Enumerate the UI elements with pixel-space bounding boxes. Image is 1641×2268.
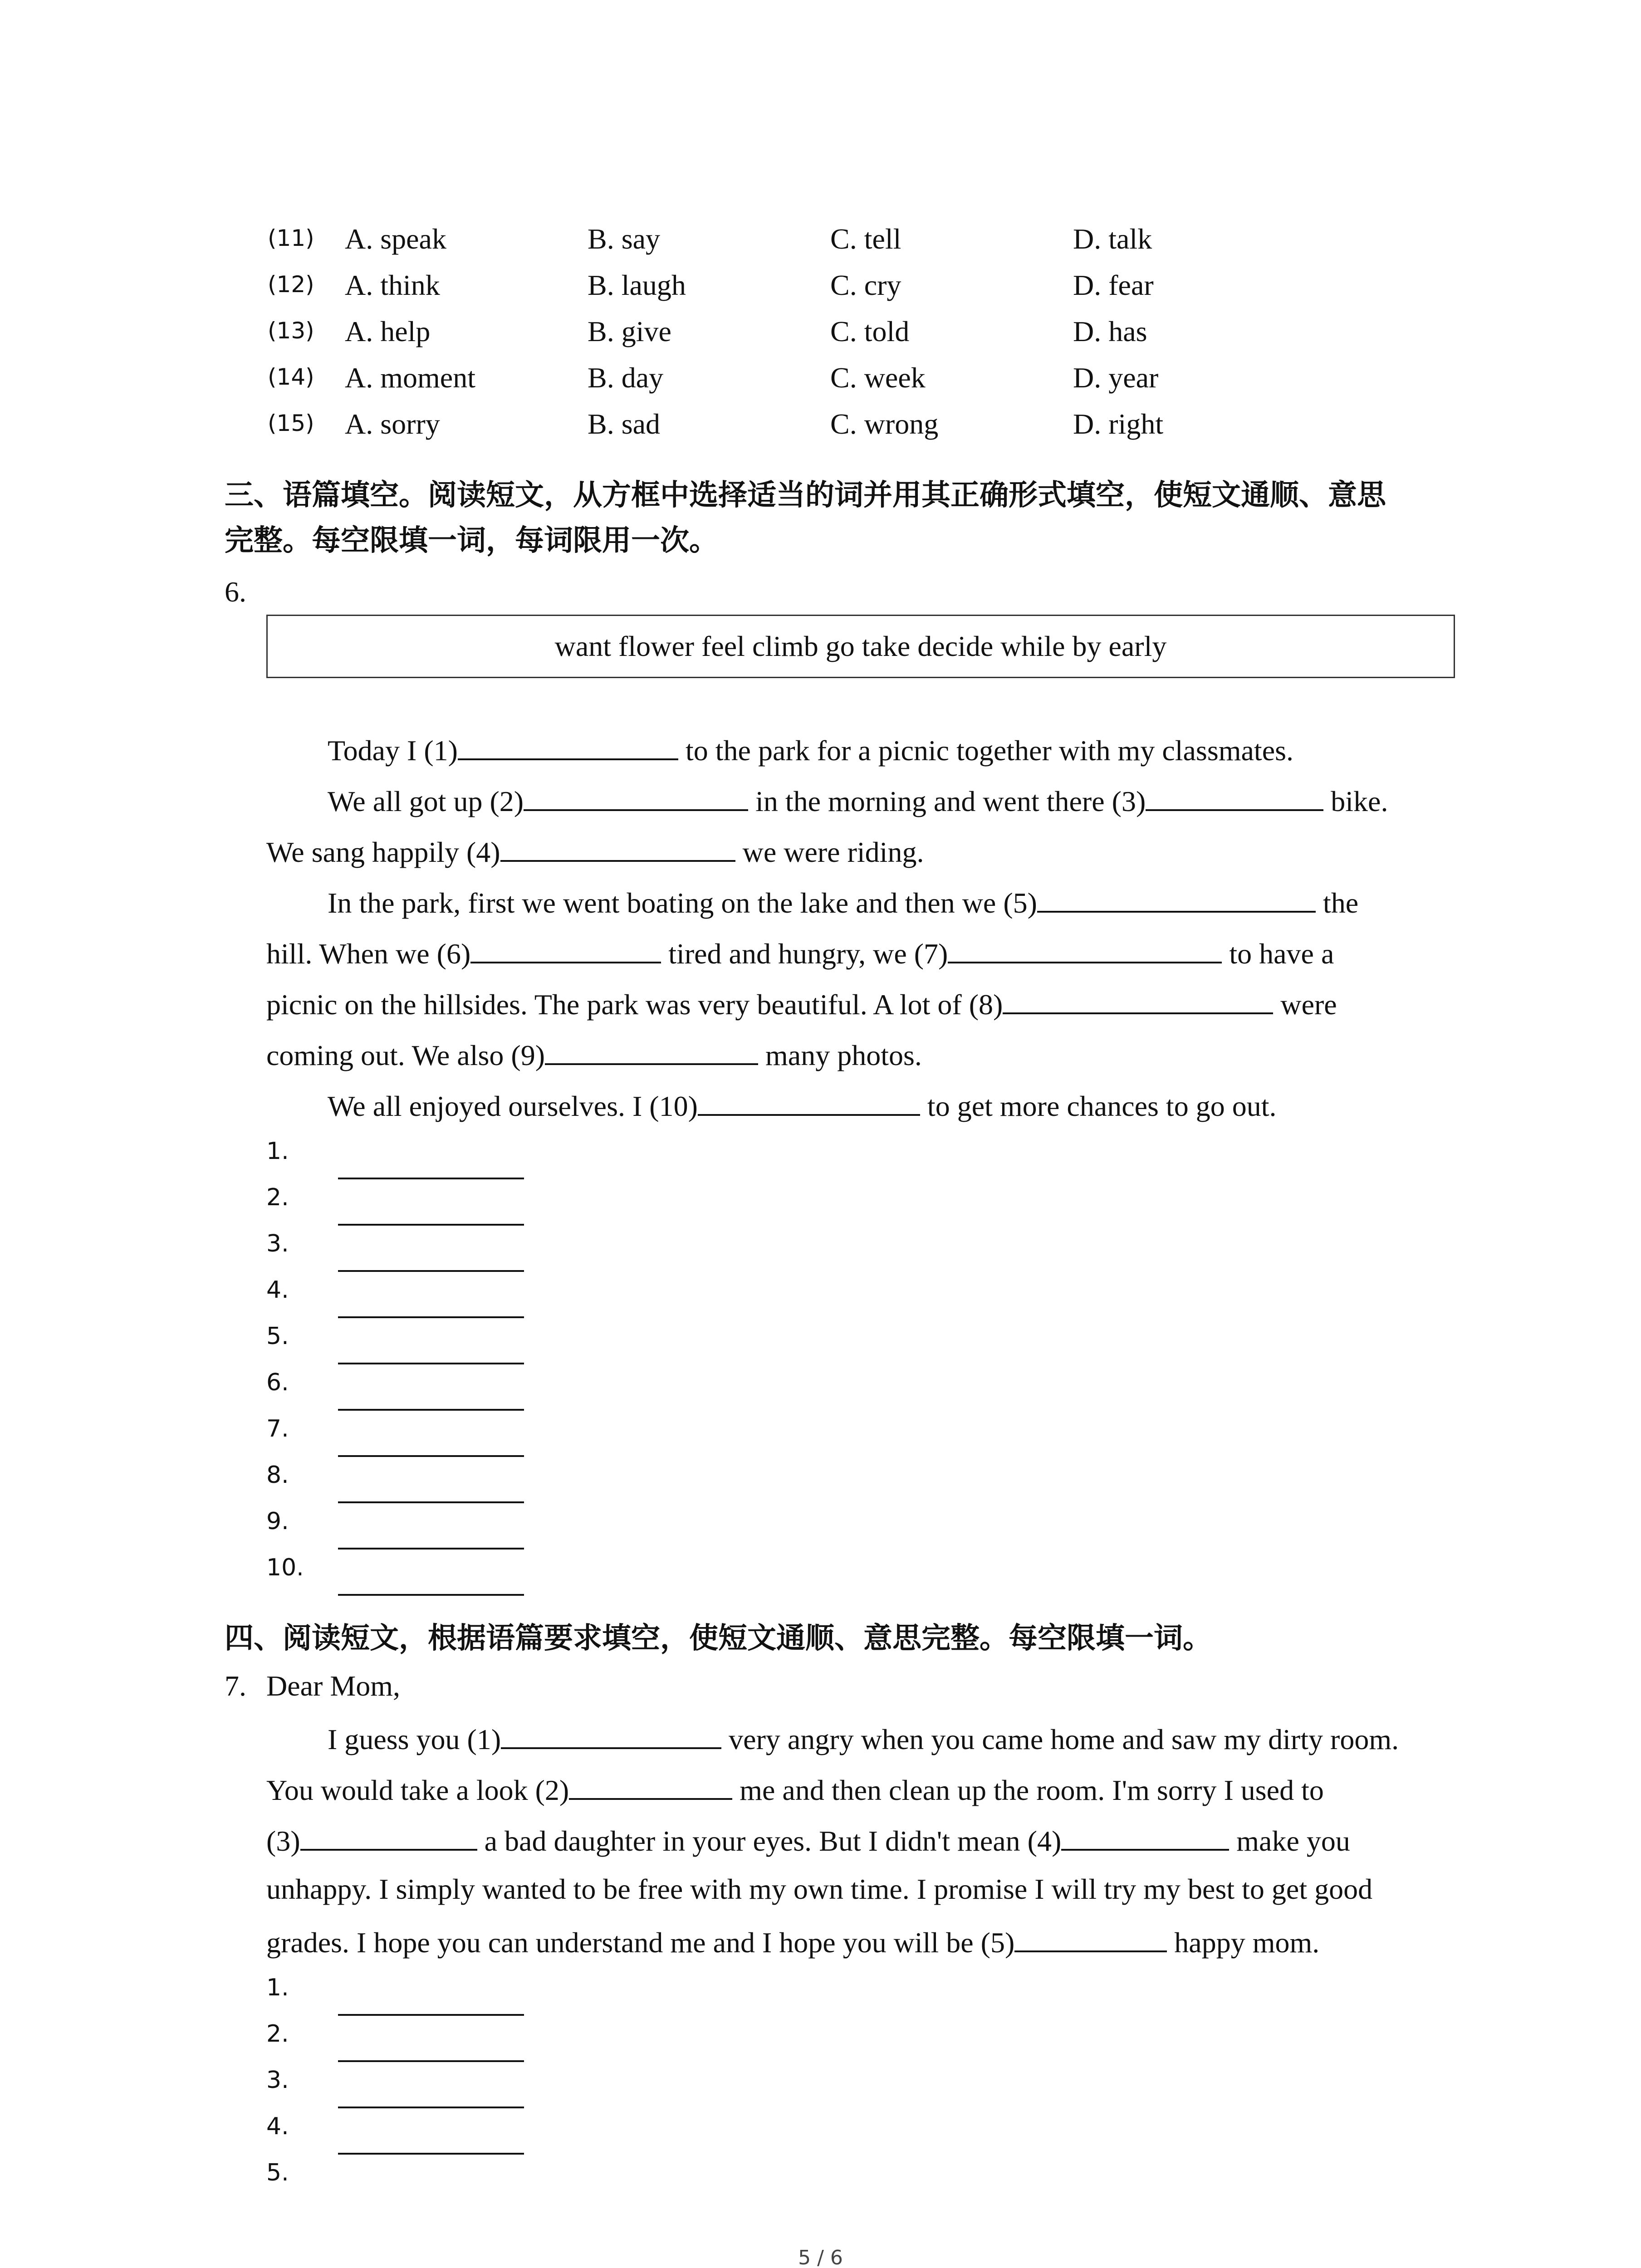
blank-4[interactable] — [500, 833, 735, 862]
paragraph-line: Today I (1) to the park for a picnic together with my classmates. — [328, 731, 1293, 767]
option-a: A. sorry — [345, 408, 440, 440]
option-number: (15) — [268, 410, 314, 436]
option-c: C. wrong — [830, 408, 939, 440]
answer-number: 4. — [266, 1276, 289, 1304]
option-a: A. moment — [345, 362, 475, 394]
answer-line[interactable] — [338, 1316, 524, 1318]
answer-line[interactable] — [338, 1363, 524, 1364]
section3-heading-line2: 完整。每空限填一词，每词限用一次。 — [225, 524, 718, 557]
blank-1[interactable] — [458, 731, 678, 760]
option-number: (11) — [268, 225, 314, 251]
page-number: 5 / 6 — [798, 2246, 843, 2268]
option-a: A. speak — [345, 223, 446, 255]
blank-3[interactable] — [300, 1822, 477, 1851]
answer-line[interactable] — [338, 1594, 524, 1596]
letter-line: You would take a look (2) me and then clean up the room. I'm sorry I used to — [266, 1771, 1324, 1807]
answer-line[interactable] — [338, 2153, 524, 2155]
answer-number: 10. — [266, 1554, 304, 1581]
answer-number: 2. — [266, 1184, 289, 1211]
blank-5[interactable] — [1014, 1923, 1167, 1952]
answer-number: 3. — [266, 1230, 289, 1257]
option-number: (14) — [268, 364, 314, 390]
answer-line[interactable] — [338, 1270, 524, 1272]
question-number: 6. — [225, 576, 246, 608]
option-b: B. say — [588, 223, 660, 255]
option-a: A. help — [345, 315, 431, 347]
blank-6[interactable] — [470, 934, 661, 963]
answer-number: 6. — [266, 1369, 289, 1396]
blank-4[interactable] — [1061, 1822, 1229, 1851]
letter-line: (3) a bad daughter in your eyes. But I didn't mean (4) make you — [266, 1822, 1350, 1858]
section3-heading-line1: 三、语篇填空。阅读短文，从方框中选择适当的词并用其正确形式填空，使短文通顺、意思 — [225, 479, 1386, 512]
letter-line: I guess you (1) very angry when you came home and saw my dirty room. — [328, 1720, 1399, 1756]
answer-number: 5. — [266, 2159, 289, 2186]
option-c: C. tell — [830, 223, 901, 255]
answer-number: 8. — [266, 1461, 289, 1489]
blank-2[interactable] — [524, 782, 748, 811]
paragraph-line: picnic on the hillsides. The park was very beautiful. A lot of (8) were — [266, 985, 1337, 1022]
blank-1[interactable] — [501, 1720, 721, 1749]
answer-line[interactable] — [338, 1178, 524, 1179]
paragraph-line: We all enjoyed ourselves. I (10) to get more chances to go out. — [328, 1087, 1276, 1123]
option-d: D. has — [1073, 315, 1147, 347]
answer-line[interactable] — [338, 2014, 524, 2016]
answer-number: 9. — [266, 1508, 289, 1535]
answer-number: 1. — [266, 1138, 289, 1165]
blank-7[interactable] — [948, 934, 1222, 963]
paragraph-line: We all got up (2) in the morning and went there (3) bike. — [328, 782, 1388, 818]
option-number: (12) — [268, 271, 314, 298]
answer-number: 4. — [266, 2113, 289, 2140]
blank-9[interactable] — [545, 1036, 758, 1065]
paragraph-line: hill. When we (6) tired and hungry, we (7) to have a — [266, 934, 1334, 971]
answer-line[interactable] — [338, 1548, 524, 1549]
option-a: A. think — [345, 269, 440, 301]
letter-greeting: Dear Mom, — [266, 1670, 401, 1702]
blank-10[interactable] — [698, 1087, 920, 1116]
option-b: B. give — [588, 315, 671, 347]
answer-line[interactable] — [338, 1501, 524, 1503]
answer-number: 7. — [266, 1415, 289, 1442]
option-b: B. laugh — [588, 269, 686, 301]
answer-number: 5. — [266, 1323, 289, 1350]
answer-line[interactable] — [338, 2060, 524, 2062]
section4-heading: 四、阅读短文，根据语篇要求填空，使短文通顺、意思完整。每空限填一词。 — [225, 1622, 1212, 1655]
blank-3[interactable] — [1146, 782, 1323, 811]
option-d: D. year — [1073, 362, 1159, 394]
letter-line: grades. I hope you can understand me and I hope you will be (5) happy mom. — [266, 1923, 1319, 1960]
option-d: D. talk — [1073, 223, 1152, 255]
letter-line: unhappy. I simply wanted to be free with my own time. I promise I will try my best to get good — [266, 1873, 1373, 1905]
option-c: C. cry — [830, 269, 901, 301]
answer-number: 1. — [266, 1974, 289, 2001]
answer-line[interactable] — [338, 1224, 524, 1226]
option-c: C. told — [830, 315, 910, 347]
answer-line[interactable] — [338, 2107, 524, 2108]
answer-number: 3. — [266, 2067, 289, 2094]
answer-line[interactable] — [338, 1455, 524, 1457]
blank-2[interactable] — [569, 1771, 732, 1800]
question-number: 7. — [225, 1670, 246, 1702]
word-box — [266, 615, 1455, 678]
option-number: (13) — [268, 318, 314, 344]
option-b: B. sad — [588, 408, 660, 440]
option-c: C. week — [830, 362, 926, 394]
word-box-words: want flower feel climb go take decide while by early — [554, 630, 1167, 662]
paragraph-line: We sang happily (4) we were riding. — [266, 833, 924, 869]
paragraph-line: coming out. We also (9) many photos. — [266, 1036, 922, 1072]
option-b: B. day — [588, 362, 664, 394]
option-d: D. right — [1073, 408, 1164, 440]
option-d: D. fear — [1073, 269, 1154, 301]
blank-5[interactable] — [1037, 884, 1316, 913]
answer-number: 2. — [266, 2020, 289, 2048]
answer-line[interactable] — [338, 1409, 524, 1411]
paragraph-line: In the park, first we went boating on the lake and then we (5) the — [328, 884, 1358, 920]
blank-8[interactable] — [1003, 985, 1273, 1014]
